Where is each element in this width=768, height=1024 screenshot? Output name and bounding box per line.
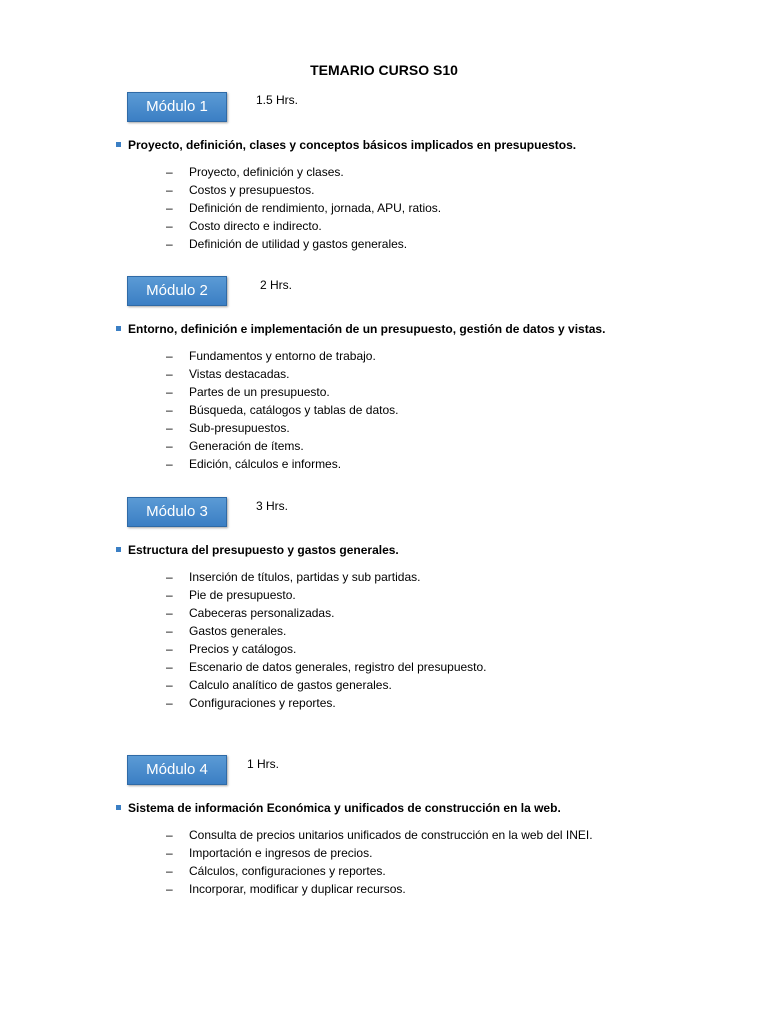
list-item: – Pie de presupuesto.	[166, 588, 296, 602]
module-3-hours: 3 Hrs.	[256, 499, 289, 513]
list-item: – Búsqueda, catálogos y tablas de datos.	[166, 403, 399, 417]
list-item: – Definición de rendimiento, jornada, APU, ratios.	[166, 201, 442, 215]
module-4-topic-text: Sistema de información Económica y unificados de construcción en la web.	[128, 801, 561, 815]
module-2-hours: 2 Hrs.	[260, 278, 293, 292]
list-item: – Partes de un presupuesto.	[166, 385, 330, 399]
square-bullet-icon	[116, 142, 121, 147]
module-3-topic-text: Estructura del presupuesto y gastos generales.	[128, 543, 399, 557]
module-2-topic	[116, 322, 605, 336]
module-2-subtopics	[166, 347, 398, 473]
list-item: – Incorporar, modificar y duplicar recursos.	[166, 882, 406, 896]
list-item: – Calculo analítico de gastos generales.	[166, 678, 392, 692]
list-item: – Escenario de datos generales, registro del presupuesto.	[166, 660, 487, 674]
module-4-hours: 1 Hrs.	[247, 757, 280, 771]
square-bullet-icon	[116, 326, 121, 331]
module-3-subtopics	[166, 568, 487, 712]
list-item: – Edición, cálculos e informes.	[166, 457, 342, 471]
module-1-label-box: Módulo 1	[127, 92, 227, 122]
list-item: – Cabeceras personalizadas.	[166, 606, 335, 620]
module-4-topic	[116, 801, 561, 815]
square-bullet-icon	[116, 805, 121, 810]
module-2-label-box: Módulo 2	[127, 276, 227, 306]
module-3-label-box: Módulo 3	[127, 497, 227, 527]
list-item: – Gastos generales.	[166, 624, 287, 638]
module-3-topic	[116, 543, 399, 557]
list-item: – Vistas destacadas.	[166, 367, 290, 381]
list-item: – Costo directo e indirecto.	[166, 219, 322, 233]
module-4-label-box: Módulo 4	[127, 755, 227, 785]
list-item: – Inserción de títulos, partidas y sub partidas.	[166, 570, 421, 584]
module-4-subtopics	[166, 826, 593, 898]
list-item: – Importación e ingresos de precios.	[166, 846, 373, 860]
list-item: – Configuraciones y reportes.	[166, 696, 336, 710]
page-title: TEMARIO CURSO S10	[310, 62, 458, 78]
list-item: – Proyecto, definición y clases.	[166, 165, 344, 179]
module-1-topic	[116, 138, 576, 152]
list-item: – Definición de utilidad y gastos generales.	[166, 237, 408, 251]
list-item: – Consulta de precios unitarios unificados de construcción en la web del INEI.	[166, 828, 593, 842]
module-1-hours: 1.5 Hrs.	[256, 93, 299, 107]
list-item: – Fundamentos y entorno de trabajo.	[166, 349, 376, 363]
module-1-subtopics	[166, 163, 441, 253]
list-item: – Sub-presupuestos.	[166, 421, 290, 435]
module-2-topic-text: Entorno, definición e implementación de un presupuesto, gestión de datos y vistas.	[128, 322, 606, 336]
list-item: – Costos y presupuestos.	[166, 183, 315, 197]
list-item: – Precios y catálogos.	[166, 642, 297, 656]
module-1-topic-text: Proyecto, definición, clases y conceptos básicos implicados en presupuestos.	[128, 138, 577, 152]
square-bullet-icon	[116, 547, 121, 552]
list-item: – Cálculos, configuraciones y reportes.	[166, 864, 386, 878]
list-item: – Generación de ítems.	[166, 439, 304, 453]
